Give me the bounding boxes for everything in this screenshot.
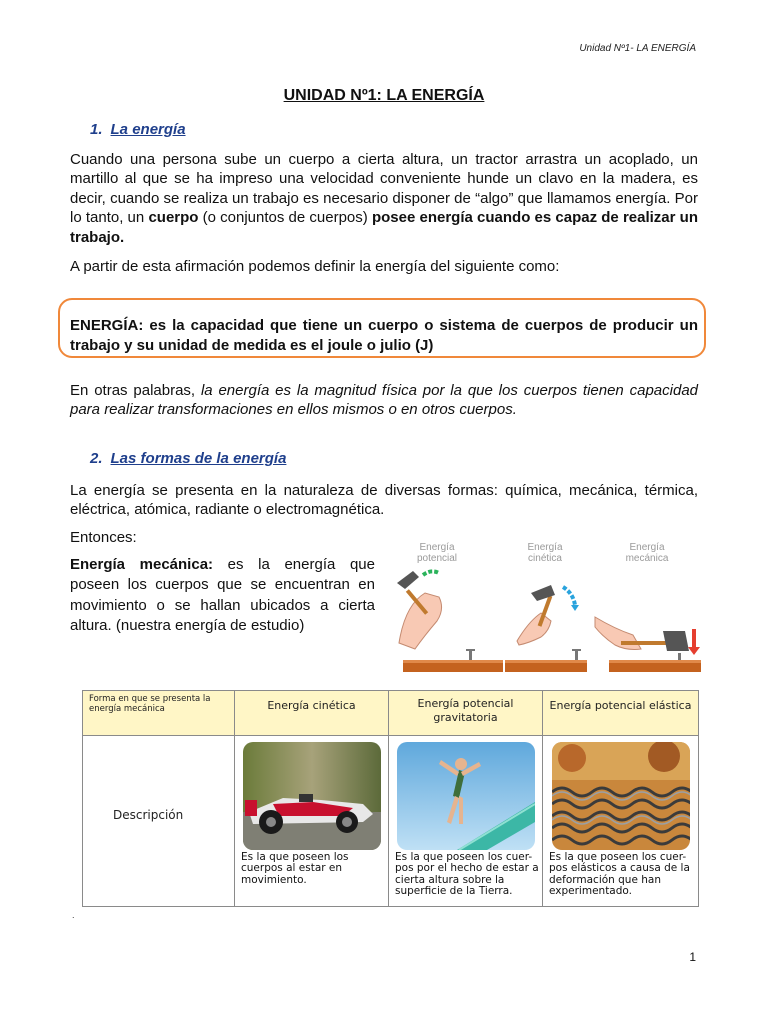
figure-label-potential: [397, 542, 477, 564]
springs-photo: [552, 742, 690, 850]
hammer-potential-illustration: [397, 571, 503, 672]
race-car-photo: [243, 742, 381, 850]
stray-mark: .: [72, 910, 75, 920]
mechanical-energy-paragraph: [70, 555, 375, 637]
figure-label-kinetic-line1: Energía: [527, 542, 563, 553]
definition-lead: A partir de esta afirmación podemos definir la energía del siguiente como:: [70, 258, 560, 275]
section-1-title: La energía: [110, 121, 186, 138]
row-label-cell: [83, 736, 235, 907]
header-gravitational: [389, 691, 543, 736]
hammer-mechanical-illustration: [595, 617, 701, 672]
figure-label-mechanical-line2: mecánica: [625, 553, 669, 564]
then-text: Entonces:: [70, 529, 137, 546]
intro-bold-conclusion: posee energía cuando es capaz de realizar un trabajo.: [70, 209, 698, 246]
section-1-heading: [90, 121, 186, 138]
section-2-number: 2.: [90, 450, 103, 467]
header-elastic: Energía potencial elástica: [543, 691, 699, 736]
hammer-kinetic-illustration: [505, 585, 587, 672]
section-2-title: Las formas de la energía: [110, 450, 287, 467]
table-corner-cell: Forma en que se presenta la energía mecánica: [83, 691, 235, 736]
figure-label-kinetic: [505, 542, 585, 564]
page-number: 1: [689, 950, 696, 964]
table-header-row: [83, 691, 699, 736]
mechanical-energy-table: [82, 690, 699, 907]
definition-text: ENERGÍA: es la capacidad que tiene un cuerpo o sistema de cuerpos de producir un trabajo y su unidad de medida es el joule o julio (J): [70, 317, 698, 354]
elastic-cell: [543, 736, 699, 907]
hammer-figure: [395, 565, 705, 677]
intro-text: Cuando una persona sube un cuerpo a cierta altura, un tractor arrastra un acoplado, un martillo al que se ha impreso una velocidad conveniente hunde un clavo en la madera, es decir, cuando se realiza un trabajo es necesario disponer de “algo” que llamamos energía. Por lo tanto, un: [70, 151, 698, 227]
intro-bold-cuerpo: cuerpo: [148, 209, 199, 227]
kinetic-caption: Es la que poseen los cuerpos al estar en movimiento.: [241, 851, 349, 886]
other-words-paragraph: [70, 381, 698, 420]
figure-label-potential-line2: potencial: [416, 553, 458, 564]
elastic-caption: Es la que poseen los cuer-pos elásticos a causa de la deformación que han experimentado.: [549, 851, 690, 898]
gravitational-cell: [389, 736, 543, 907]
intro-text-2: (o conjuntos de cuerpos): [198, 209, 372, 227]
table-row: [83, 736, 699, 907]
section-2-heading: [90, 450, 286, 467]
figure-label-kinetic-line2: cinética: [528, 553, 562, 564]
section-1-number: 1.: [90, 121, 103, 138]
gravitational-caption: Es la que poseen los cuer-pos por el hecho de estar a cierta altura sobre la superficie de la Tierra.: [395, 851, 539, 898]
other-words-lead: En otras palabras,: [70, 382, 201, 399]
forms-paragraph: La energía se presenta en la naturaleza de diversas formas: química, mecánica, térmica, eléctrica, atómica, radiante o electromagnética.: [70, 482, 698, 519]
definition-box: [58, 298, 706, 358]
diver-photo: [397, 742, 535, 850]
header-kinetic: Energía cinética: [235, 691, 389, 736]
running-header: Unidad Nº1- LA ENERGÍA: [579, 43, 696, 54]
figure-label-potential-line1: Energía: [419, 542, 455, 553]
row-label: Descripción: [113, 808, 184, 822]
figure-label-mechanical-line1: Energía: [629, 542, 665, 553]
kinetic-cell: [235, 736, 389, 907]
figure-label-mechanical: [607, 542, 687, 564]
mechanical-energy-term: Energía mecánica:: [70, 556, 214, 573]
mechanical-energy-text: es la energía que poseen los cuerpos que se encuentran en movimiento o se hallan ubicados a cierta altura. (nuestra energía de estudio): [70, 556, 375, 635]
header-gravitational-text: Energía potencial gravitatoria: [417, 697, 514, 724]
other-words-italic: la energía es la magnitud física por la que los cuerpos tienen capacidad para realizar transformaciones en ellos mismos o en otros cuerpos.: [70, 382, 699, 419]
intro-paragraph: [70, 150, 698, 247]
page-title: UNIDAD Nº1: LA ENERGÍA: [283, 87, 485, 104]
